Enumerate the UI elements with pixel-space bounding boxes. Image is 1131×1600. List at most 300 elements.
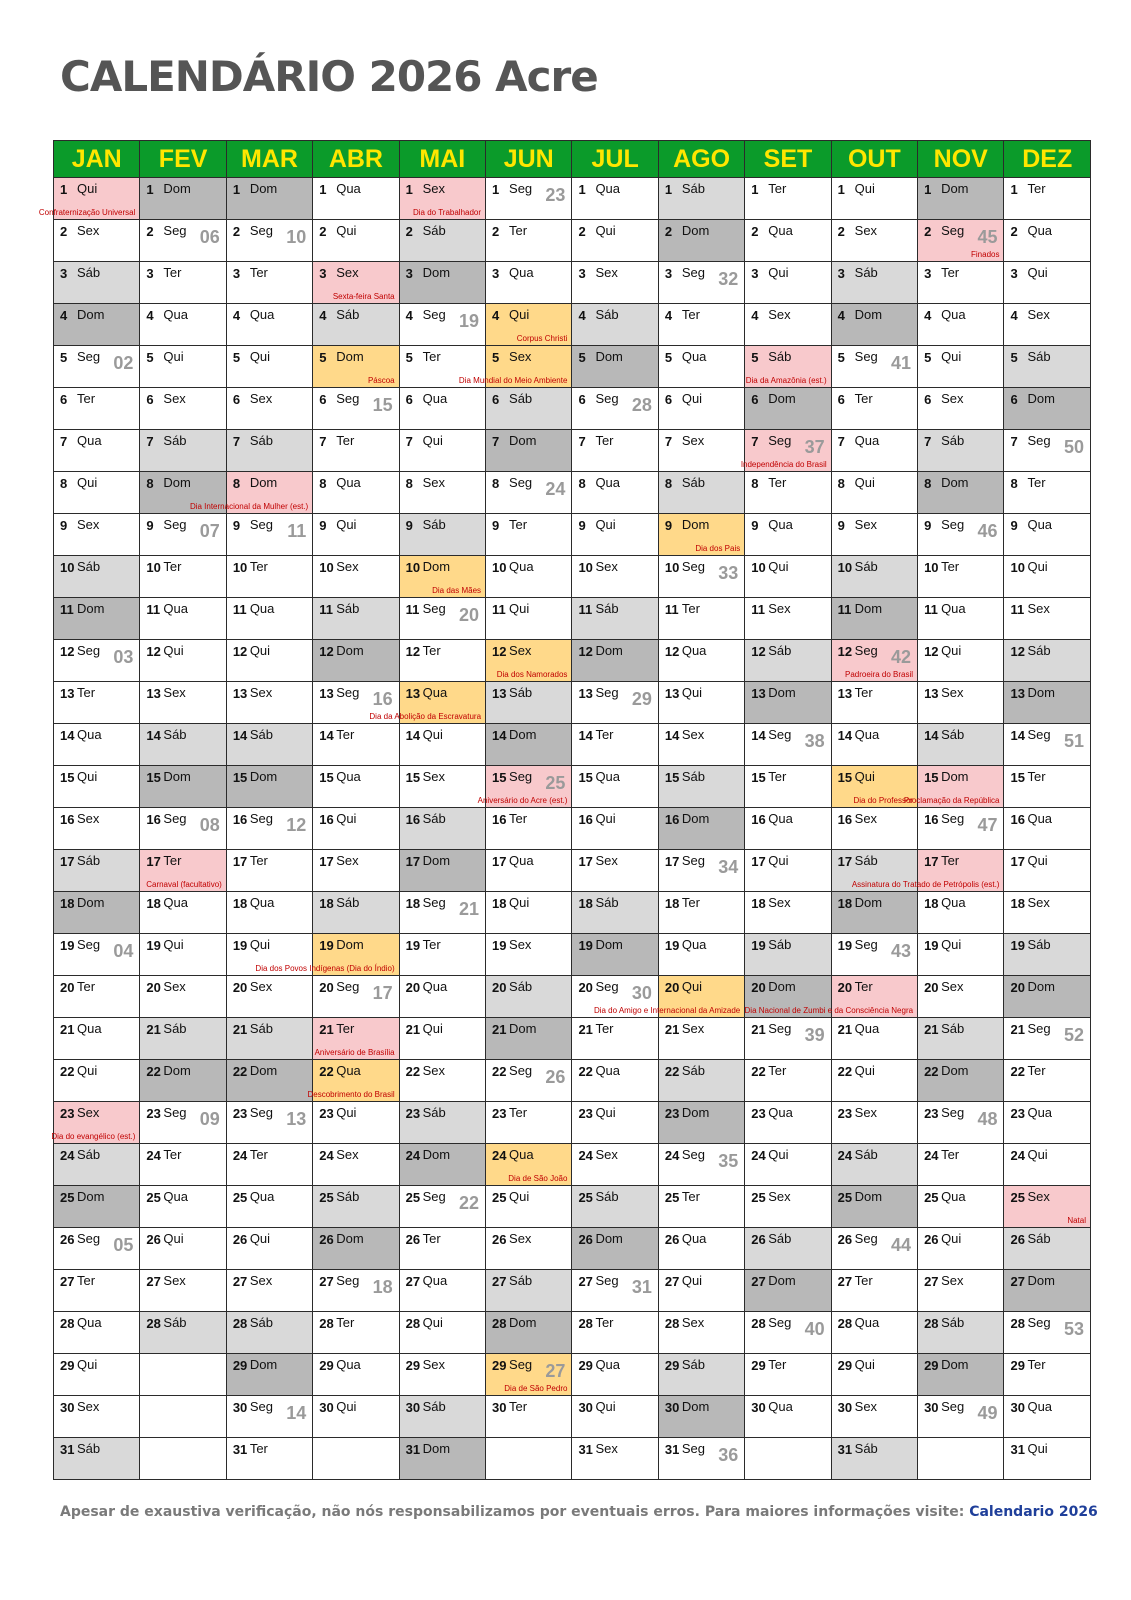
day-number: 20 — [232, 980, 248, 995]
day-number: 18 — [232, 896, 248, 911]
day-cell — [226, 976, 312, 1018]
weekday-label: Sex — [595, 853, 618, 868]
day-number: 21 — [146, 1022, 161, 1037]
day-number: 12 — [146, 644, 161, 659]
day-cell — [831, 178, 917, 220]
day-cell — [831, 472, 917, 514]
day-cell — [226, 304, 312, 346]
day-number: 16 — [319, 812, 334, 827]
weekday-label: Ter — [509, 223, 528, 238]
day-cell — [51, 1102, 140, 1144]
weekday-label: Qua — [422, 391, 448, 406]
weekday-label: Dom — [422, 559, 451, 574]
holiday-label: Dia da Amazônia (est.) — [745, 376, 827, 385]
weekday-label: Seg — [854, 349, 878, 364]
weekday-label: Seg — [595, 391, 619, 406]
day-cell — [1004, 892, 1091, 934]
day-number: 4 — [146, 308, 154, 323]
day-cell — [486, 556, 572, 598]
week-number: 24 — [545, 479, 566, 499]
weekday-label: Qua — [163, 307, 188, 322]
day-number: 13 — [837, 686, 853, 701]
day-cell — [745, 1186, 831, 1228]
weekday-label: Seg — [595, 685, 619, 700]
day-number: 21 — [924, 1022, 939, 1037]
weekday-label: Ter — [422, 643, 441, 658]
weekday-label: Sáb — [1027, 643, 1051, 658]
day-cell — [572, 808, 658, 850]
weekday-label: Dom — [681, 517, 710, 532]
day-cell — [226, 1186, 312, 1228]
weekday-label: Seg — [1027, 433, 1051, 448]
day-cell — [38, 178, 140, 220]
weekday-label: Dom — [249, 1357, 278, 1372]
day-number: 19 — [664, 938, 680, 953]
day-number: 7 — [924, 434, 932, 449]
day-number: 29 — [1010, 1358, 1025, 1373]
day-cell — [399, 808, 485, 850]
day-number: 30 — [751, 1400, 766, 1415]
weekday-label: Dom — [163, 1063, 191, 1078]
weekday-label: Sex — [768, 1189, 791, 1204]
day-cell — [831, 892, 917, 934]
day-cell — [1004, 808, 1091, 850]
day-cell — [54, 640, 140, 682]
weekday-label: Qua — [854, 433, 880, 448]
day-cell — [918, 1312, 1004, 1354]
weekday-label: Sáb — [422, 1105, 446, 1120]
day-cell — [486, 724, 572, 766]
day-cell — [831, 556, 917, 598]
day-cell — [745, 598, 831, 640]
day-number: 20 — [146, 980, 161, 995]
day-cell — [572, 724, 658, 766]
day-cell — [54, 934, 140, 976]
day-cell — [831, 598, 917, 640]
weekday-label: Ter — [77, 391, 96, 406]
weekday-label: Qua — [1027, 1399, 1053, 1414]
weekday-label: Qui — [77, 1063, 98, 1078]
day-number: 18 — [60, 896, 75, 911]
day-cell — [745, 892, 831, 934]
day-cell — [54, 1186, 140, 1228]
weekday-label: Ter — [249, 265, 268, 280]
weekday-label: Sáb — [595, 307, 619, 322]
day-row — [54, 1438, 1091, 1480]
day-cell — [140, 430, 226, 472]
day-cell — [140, 262, 226, 304]
weekday-label: Seg — [336, 685, 360, 700]
weekday-label: Sex — [509, 643, 532, 658]
weekday-label: Seg — [163, 1105, 187, 1120]
day-number: 15 — [319, 770, 334, 785]
day-number: 30 — [319, 1400, 334, 1415]
day-number: 29 — [924, 1358, 939, 1373]
weekday-label: Seg — [249, 517, 273, 532]
weekday-label: Qui — [595, 811, 616, 826]
day-cell — [226, 1312, 312, 1354]
day-number: 17 — [405, 854, 421, 869]
week-number: 09 — [199, 1109, 220, 1129]
day-cell — [918, 556, 1004, 598]
day-cell — [831, 1186, 917, 1228]
day-cell — [399, 514, 485, 556]
day-cell — [1004, 1060, 1091, 1102]
day-number: 5 — [232, 350, 241, 365]
weekday-label: Sáb — [768, 1231, 792, 1246]
day-number: 7 — [232, 434, 241, 449]
weekday-label: Sáb — [422, 223, 446, 238]
day-cell — [399, 220, 485, 262]
weekday-label: Dom — [768, 1273, 796, 1288]
day-number: 9 — [60, 518, 68, 533]
weekday-label: Seg — [768, 1315, 792, 1330]
weekday-label: Sex — [509, 1231, 532, 1246]
holiday-label: Páscoa — [367, 376, 395, 385]
weekday-label: Seg — [509, 769, 533, 784]
week-number: 27 — [545, 1361, 566, 1381]
weekday-label: Sex — [595, 1441, 618, 1456]
weekday-label: Sex — [941, 1273, 964, 1288]
weekday-label: Seg — [77, 937, 101, 952]
day-cell — [140, 514, 226, 556]
day-row — [54, 262, 1091, 304]
weekday-label: Ter — [941, 853, 960, 868]
day-number: 5 — [319, 350, 327, 365]
day-number: 19 — [924, 938, 939, 953]
day-cell — [572, 220, 658, 262]
weekday-label: Seg — [422, 601, 446, 616]
day-row — [54, 1270, 1091, 1312]
weekday-label: Sex — [854, 1105, 878, 1120]
day-cell — [745, 1144, 831, 1186]
day-row — [54, 304, 1091, 346]
day-number: 1 — [492, 182, 500, 197]
day-cell — [658, 304, 744, 346]
day-cell — [918, 1144, 1004, 1186]
day-number: 12 — [924, 644, 939, 659]
day-cell — [572, 598, 658, 640]
day-cell — [226, 178, 312, 220]
holiday-label: Descobrimento do Brasil — [307, 1090, 395, 1099]
day-cell — [54, 766, 140, 808]
day-number: 25 — [319, 1190, 334, 1205]
weekday-label: Qui — [336, 811, 357, 826]
day-number: 25 — [232, 1190, 248, 1205]
day-cell — [918, 304, 1004, 346]
day-cell — [1004, 346, 1091, 388]
day-cell — [313, 1396, 399, 1438]
day-number: 15 — [405, 770, 421, 785]
weekday-label: Dom — [595, 643, 623, 658]
day-cell — [399, 556, 485, 598]
day-number: 10 — [1010, 560, 1025, 575]
day-number: 13 — [924, 686, 939, 701]
day-number: 1 — [664, 182, 673, 197]
day-number: 6 — [232, 392, 241, 407]
day-cell — [572, 262, 658, 304]
empty-cell — [313, 1438, 399, 1480]
weekday-label: Qua — [163, 1189, 188, 1204]
holiday-label: Dia das Mães — [432, 586, 482, 595]
day-cell — [572, 1354, 658, 1396]
day-cell — [313, 1228, 399, 1270]
day-row — [54, 682, 1091, 724]
day-number: 22 — [232, 1064, 248, 1079]
day-cell — [1004, 850, 1091, 892]
day-cell — [140, 766, 226, 808]
day-number: 16 — [232, 812, 248, 827]
week-number: 35 — [718, 1151, 739, 1171]
day-number: 3 — [319, 266, 327, 281]
weekday-label: Sex — [681, 1315, 705, 1330]
week-number: 26 — [545, 1067, 566, 1087]
day-number: 20 — [492, 980, 507, 995]
day-number: 28 — [319, 1316, 334, 1331]
day-number: 15 — [837, 770, 853, 785]
day-number: 22 — [405, 1064, 421, 1079]
day-number: 10 — [664, 560, 680, 575]
day-number: 10 — [146, 560, 161, 575]
weekday-label: Ter — [768, 769, 787, 784]
day-number: 4 — [232, 308, 241, 323]
day-cell — [226, 1102, 312, 1144]
day-cell — [658, 556, 744, 598]
day-cell — [140, 1018, 226, 1060]
day-cell — [313, 304, 399, 346]
day-number: 9 — [751, 518, 759, 533]
day-number: 11 — [146, 602, 161, 617]
day-cell — [745, 556, 831, 598]
day-number: 26 — [232, 1232, 248, 1247]
holiday-label: Dia do Trabalhador — [412, 208, 482, 217]
week-number: 52 — [1063, 1025, 1084, 1045]
weekday-label: Qui — [1027, 1441, 1048, 1456]
weekday-label: Sex — [249, 685, 273, 700]
weekday-label: Seg — [941, 811, 965, 826]
day-number: 22 — [578, 1064, 593, 1079]
day-number: 14 — [319, 728, 334, 743]
day-number: 2 — [1010, 224, 1018, 239]
empty-cell — [140, 1438, 226, 1480]
day-number: 22 — [837, 1064, 853, 1079]
day-number: 16 — [664, 812, 680, 827]
day-number: 23 — [1010, 1106, 1025, 1121]
day-number: 12 — [492, 644, 507, 659]
day-cell — [399, 1396, 485, 1438]
weekday-label: Qua — [249, 601, 275, 616]
day-cell — [918, 430, 1004, 472]
weekday-label: Sex — [336, 853, 359, 868]
day-row — [54, 472, 1091, 514]
weekday-label: Qui — [768, 853, 789, 868]
day-number: 4 — [60, 308, 68, 323]
day-cell — [226, 262, 312, 304]
weekday-label: Sex — [163, 979, 186, 994]
day-cell — [140, 388, 226, 430]
day-number: 20 — [578, 980, 593, 995]
day-number: 17 — [146, 854, 161, 869]
day-cell — [831, 1438, 917, 1480]
day-number: 27 — [232, 1274, 248, 1289]
day-cell — [658, 850, 744, 892]
day-number: 19 — [837, 938, 853, 953]
weekday-label: Ter — [1027, 769, 1046, 784]
weekday-label: Sáb — [941, 1315, 965, 1330]
day-cell — [745, 1018, 831, 1060]
day-number: 18 — [578, 896, 593, 911]
day-cell — [658, 1102, 744, 1144]
day-number: 15 — [60, 770, 75, 785]
day-cell — [831, 1354, 917, 1396]
day-cell — [399, 1144, 485, 1186]
holiday-label: Proclamação da República — [903, 796, 1000, 805]
holiday-label: Dia Mundial do Meio Ambiente — [458, 376, 568, 385]
day-number: 31 — [1010, 1442, 1025, 1457]
day-number: 3 — [578, 266, 586, 281]
day-cell — [572, 850, 658, 892]
day-number: 12 — [1010, 644, 1025, 659]
day-cell — [572, 682, 658, 724]
day-cell — [572, 1228, 658, 1270]
day-number: 19 — [146, 938, 161, 953]
day-cell — [1004, 304, 1091, 346]
day-cell — [918, 262, 1004, 304]
day-number: 3 — [146, 266, 154, 281]
day-number: 7 — [1010, 434, 1018, 449]
day-number: 3 — [60, 266, 68, 281]
weekday-label: Qua — [595, 769, 621, 784]
weekday-label: Qui — [163, 1231, 184, 1246]
day-cell — [1004, 976, 1091, 1018]
weekday-label: Seg — [249, 1399, 273, 1414]
weekday-label: Qua — [1027, 811, 1053, 826]
day-cell — [486, 1396, 572, 1438]
day-cell — [745, 220, 831, 262]
weekday-label: Seg — [681, 559, 705, 574]
weekday-label: Sex — [336, 265, 359, 280]
weekday-label: Qua — [768, 1105, 793, 1120]
week-number: 44 — [891, 1235, 912, 1255]
day-cell — [486, 850, 572, 892]
day-number: 2 — [60, 224, 68, 239]
weekday-label: Qua — [595, 1357, 621, 1372]
weekday-label: Sex — [1027, 307, 1050, 322]
weekday-label: Ter — [768, 475, 787, 490]
weekday-label: Sex — [768, 601, 791, 616]
weekday-label: Qui — [1027, 559, 1048, 574]
day-cell — [54, 1144, 140, 1186]
footer-link[interactable]: Calendario 2026 — [969, 1504, 1098, 1520]
weekday-label: Ter — [595, 1315, 614, 1330]
weekday-label: Seg — [681, 1441, 705, 1456]
day-cell — [572, 1438, 658, 1480]
day-number: 22 — [146, 1064, 161, 1079]
day-cell — [918, 1228, 1004, 1270]
day-cell — [831, 1270, 917, 1312]
holiday-label: Dia do evangélico (est.) — [51, 1132, 136, 1141]
day-number: 5 — [405, 350, 413, 365]
weekday-label: Qua — [336, 475, 361, 490]
day-cell — [658, 640, 744, 682]
weekday-label: Qua — [509, 559, 534, 574]
weekday-label: Qua — [768, 517, 793, 532]
weekday-label: Qui — [681, 685, 703, 700]
weekday-label: Seg — [509, 475, 533, 490]
day-cell — [658, 598, 744, 640]
day-cell — [313, 892, 399, 934]
day-number: 20 — [751, 980, 766, 995]
day-row — [54, 934, 1091, 976]
day-cell — [1004, 934, 1091, 976]
day-cell — [1004, 598, 1091, 640]
day-cell — [1004, 724, 1091, 766]
weekday-label: Seg — [1027, 1021, 1051, 1036]
weekday-label: Seg — [509, 1063, 533, 1078]
day-number: 17 — [837, 854, 853, 869]
day-number: 30 — [578, 1400, 593, 1415]
day-number: 14 — [232, 728, 248, 743]
weekday-label: Qua — [249, 1189, 275, 1204]
day-number: 21 — [837, 1022, 853, 1037]
day-number: 27 — [751, 1274, 766, 1289]
week-number: 13 — [286, 1109, 307, 1129]
day-cell — [831, 220, 917, 262]
day-cell — [486, 808, 572, 850]
day-cell — [1004, 1354, 1091, 1396]
weekday-label: Sex — [336, 1147, 359, 1162]
day-cell — [140, 682, 226, 724]
day-number: 10 — [319, 560, 334, 575]
weekday-label: Seg — [941, 223, 965, 238]
day-number: 16 — [405, 812, 421, 827]
day-number: 20 — [319, 980, 334, 995]
weekday-label: Qui — [1027, 265, 1048, 280]
weekday-label: Qui — [509, 601, 530, 616]
day-number: 24 — [232, 1148, 248, 1163]
calendar-table — [38, 140, 1091, 1480]
day-cell — [572, 1102, 658, 1144]
day-number: 16 — [751, 812, 766, 827]
weekday-label: Qui — [422, 433, 443, 448]
weekday-label: Sáb — [336, 1189, 360, 1204]
day-cell — [140, 1312, 226, 1354]
weekday-label: Sex — [336, 559, 359, 574]
day-cell — [140, 892, 226, 934]
day-cell — [54, 1354, 140, 1396]
weekday-label: Sex — [422, 475, 446, 490]
footer — [60, 1504, 1098, 1520]
weekday-label: Qua — [249, 307, 275, 322]
day-cell — [486, 178, 572, 220]
day-cell — [226, 388, 312, 430]
day-cell — [486, 1228, 572, 1270]
day-number: 25 — [837, 1190, 853, 1205]
month-header: DEZ — [1004, 141, 1091, 178]
day-cell — [54, 1228, 140, 1270]
day-number: 6 — [837, 392, 845, 407]
day-number: 22 — [60, 1064, 75, 1079]
day-cell — [226, 892, 312, 934]
day-number: 5 — [492, 350, 500, 365]
day-number: 17 — [60, 854, 75, 869]
day-number: 27 — [578, 1274, 593, 1289]
weekday-label: Ter — [768, 1063, 787, 1078]
weekday-label: Qua — [163, 601, 188, 616]
weekday-label: Qua — [163, 895, 188, 910]
day-number: 17 — [924, 854, 939, 869]
weekday-label: Qui — [422, 1021, 443, 1036]
